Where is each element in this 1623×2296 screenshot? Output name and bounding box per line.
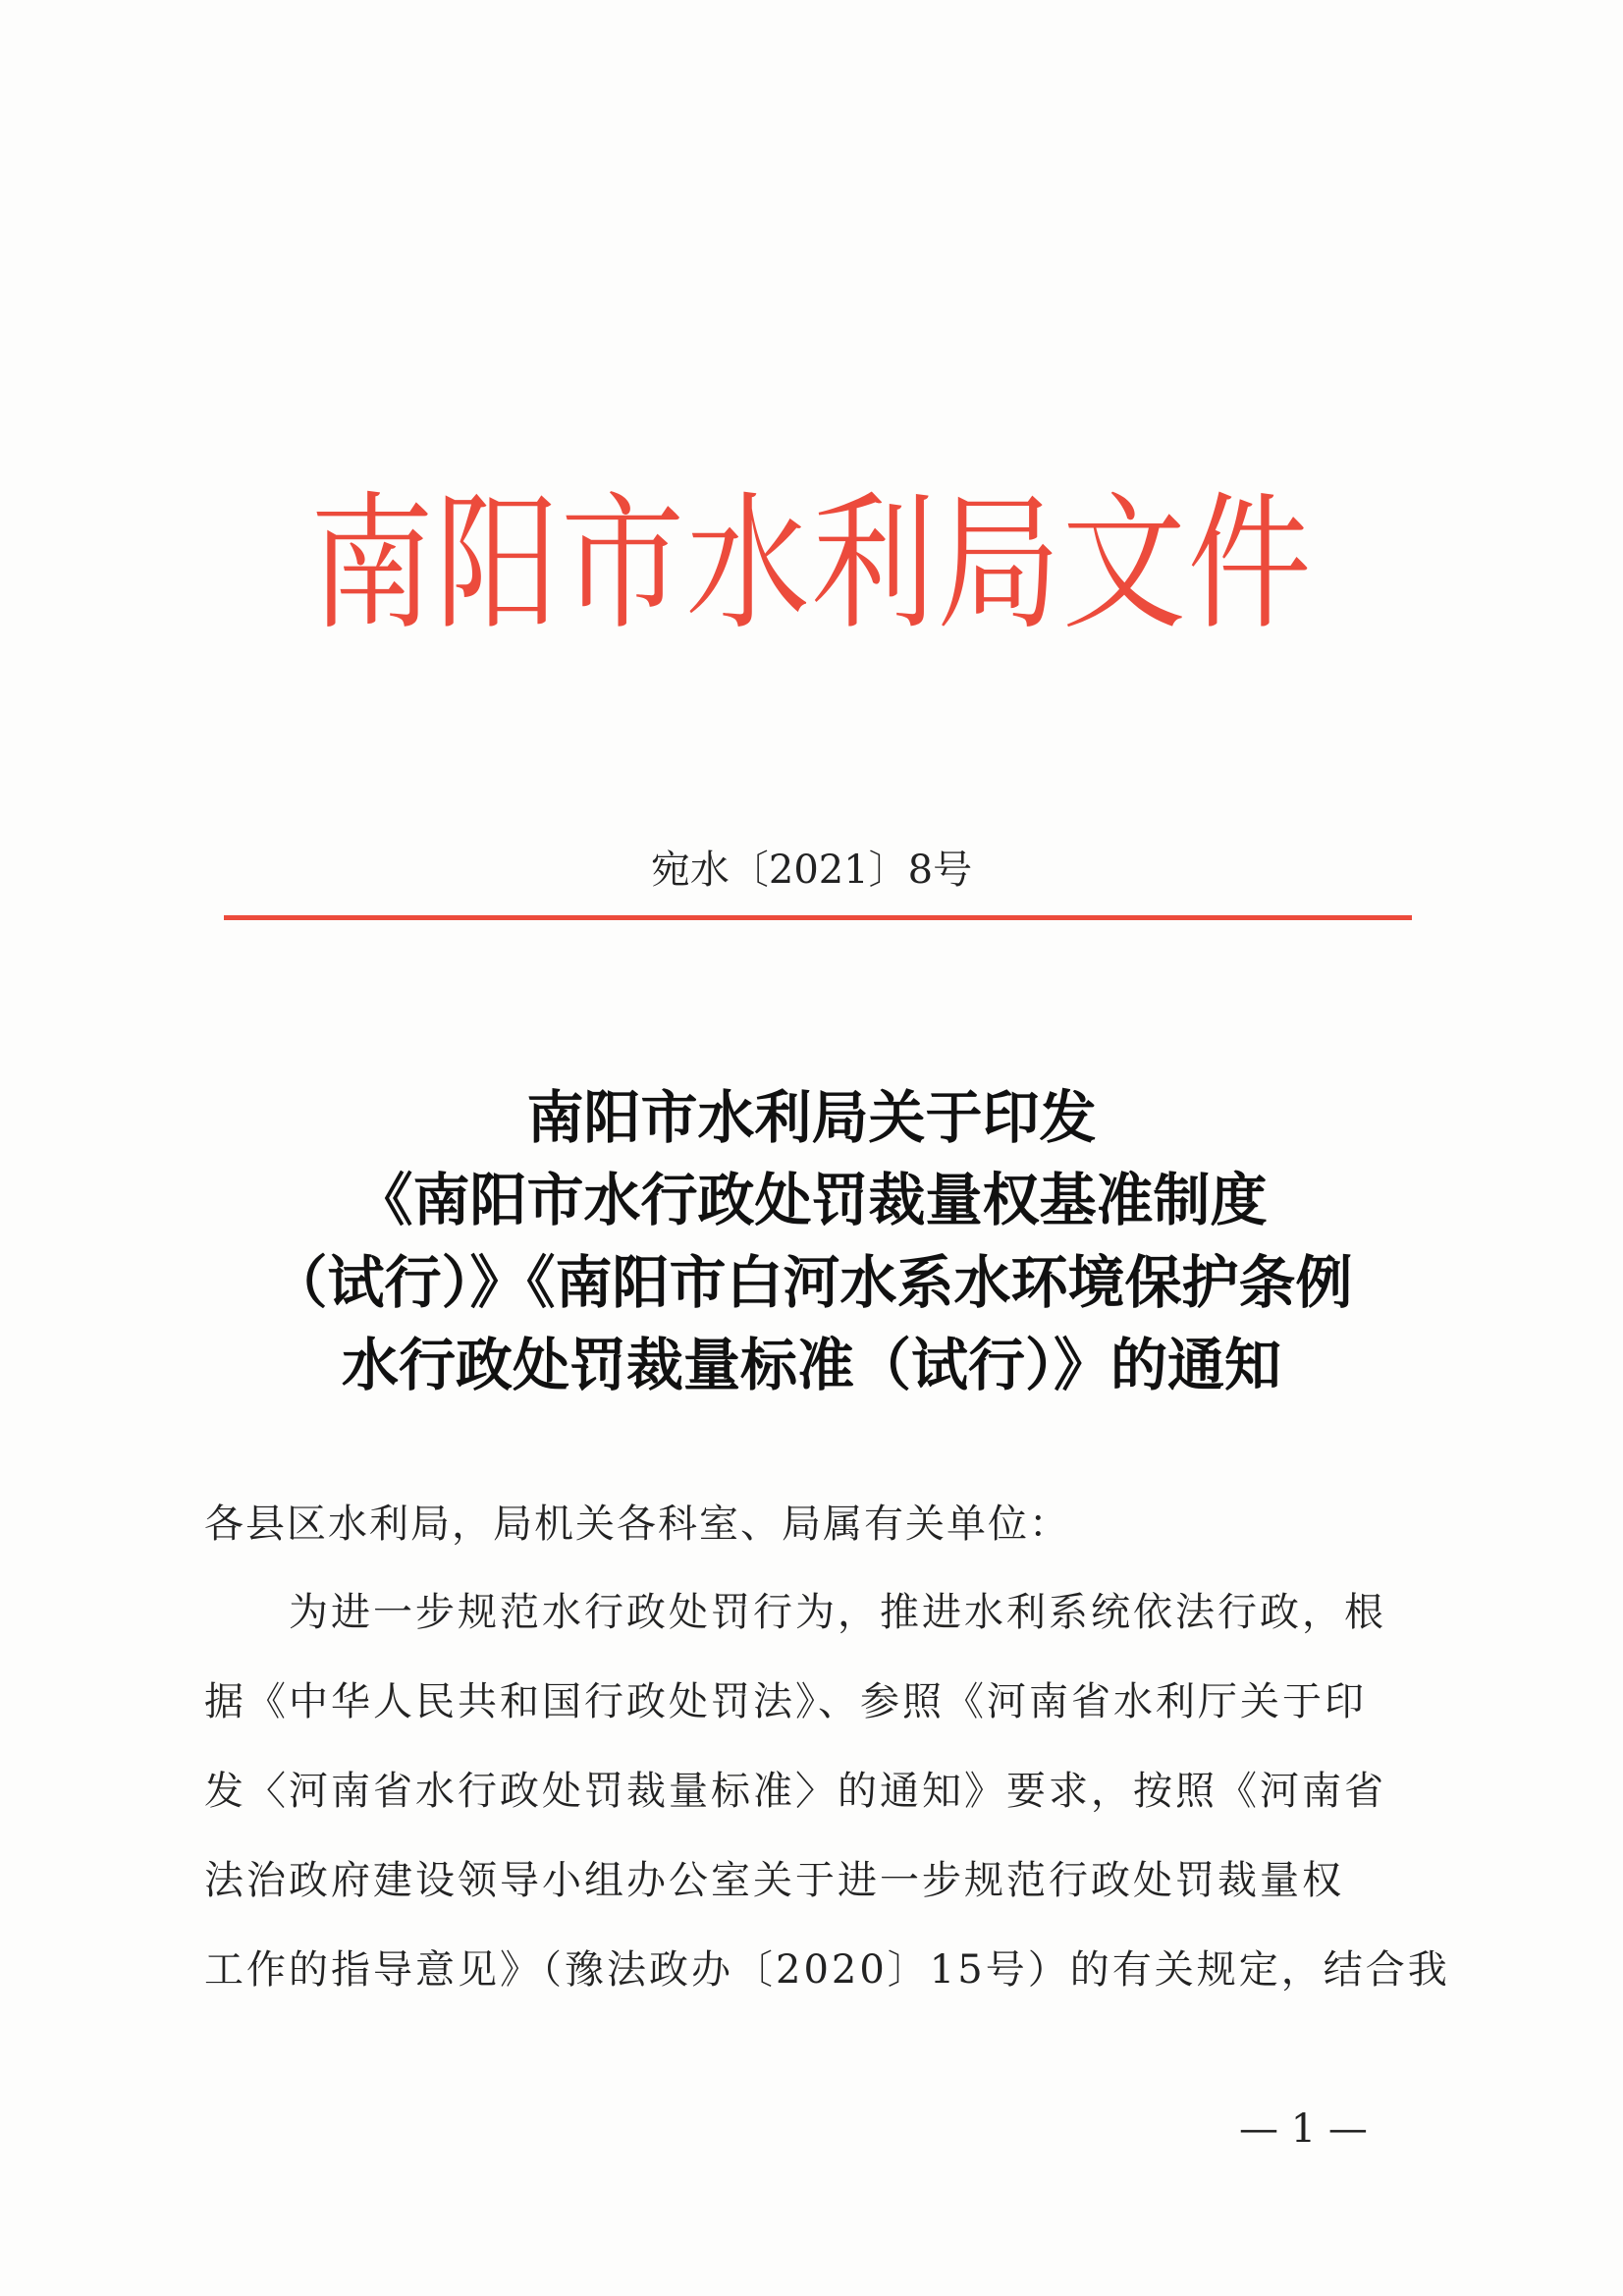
body-line: 发〈河南省水行政处罚裁量标准〉的通知》要求，按照《河南省 [204,1769,1386,1814]
notice-title [0,1076,1623,1406]
red-divider-line [224,915,1412,920]
document-header-title: 南阳市水利局文件 [309,479,1314,650]
page-number: — 1 — [1239,2106,1368,2152]
notice-title-line: （试行）》《南阳市白河水系水环境保护条例 [270,1249,1353,1316]
document-number: 宛水〔2021〕8号 [650,847,973,893]
body-line: 据《中华人民共和国行政处罚法》、参照《河南省水利厅关于印 [204,1679,1367,1724]
body-paragraph [204,1583,1450,2030]
notice-title-line: 水行政处罚裁量标准（试行）》的通知 [341,1332,1281,1398]
notice-title-line: 南阳市水利局关于印发 [526,1084,1097,1151]
addressee-line: 各县区水利局，局机关各科室、局属有关单位： [204,1502,1070,1547]
body-line: 为进一步规范水行政处罚行为，推进水利系统依法行政，根 [204,1590,1386,1635]
body-line: 工作的指导意见》（豫法政办〔2020〕15号）的有关规定，结合我 [204,1947,1450,1993]
notice-title-line: 《南阳市水行政处罚裁量权基准制度 [355,1167,1268,1233]
body-line: 法治政府建设领导小组办公室关于进一步规范行政处罚裁量权 [204,1858,1344,1903]
